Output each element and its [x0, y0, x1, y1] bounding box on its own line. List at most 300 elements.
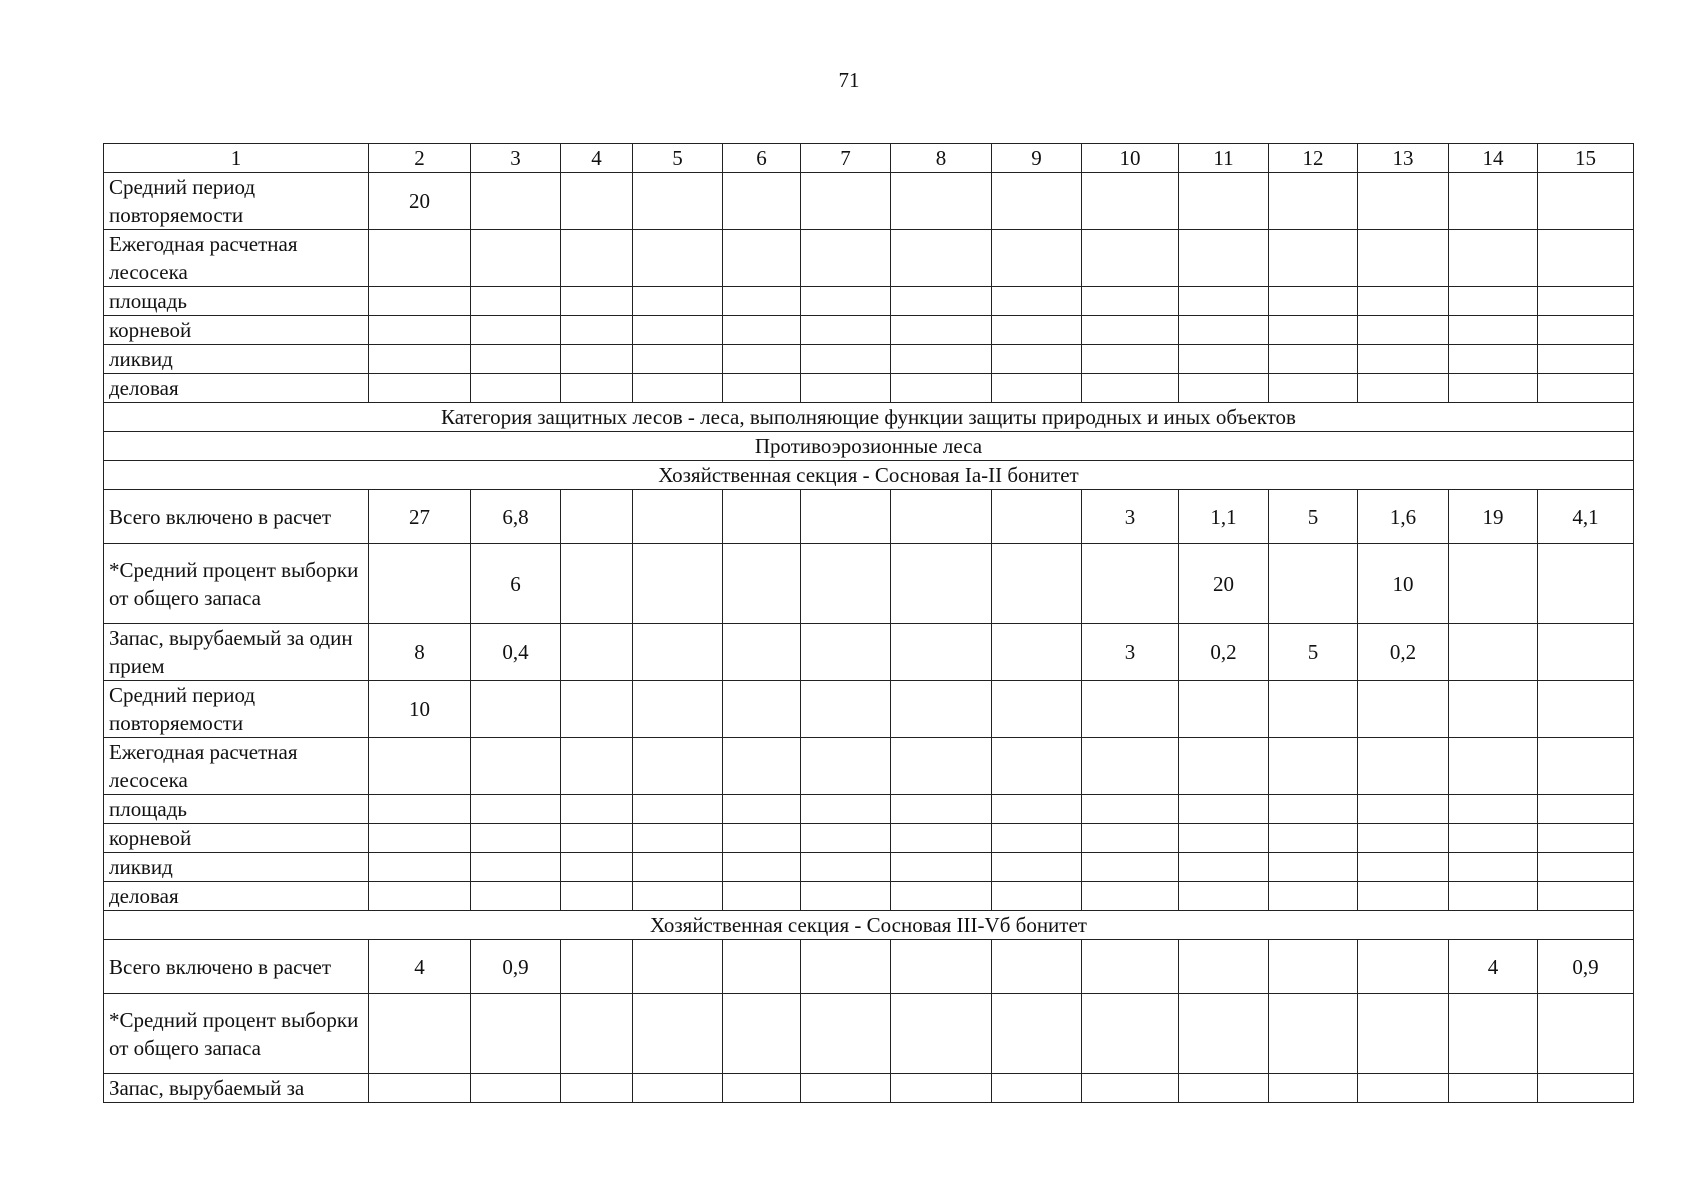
table-cell: [1179, 374, 1269, 403]
table-cell: [801, 374, 891, 403]
table-cell: [1538, 853, 1634, 882]
table-cell: [1179, 994, 1269, 1074]
row-label: Запас, вырубаемый за: [104, 1074, 369, 1103]
table-row: [104, 230, 1634, 287]
table-cell: [1179, 940, 1269, 994]
table-cell: [801, 287, 891, 316]
table-cell: 19: [1449, 490, 1538, 544]
table-row: [104, 544, 1634, 624]
table-cell: [1358, 316, 1449, 345]
table-cell: [471, 994, 561, 1074]
table-cell: [1538, 824, 1634, 853]
table-cell: [1269, 994, 1358, 1074]
table-cell: [1538, 316, 1634, 345]
table-cell: 20: [1179, 544, 1269, 624]
table-cell: [891, 853, 992, 882]
table-cell: [723, 490, 801, 544]
table-cell: [1269, 824, 1358, 853]
table-cell: [561, 287, 633, 316]
table-cell: [369, 795, 471, 824]
table-cell: [1179, 795, 1269, 824]
table-cell: [801, 624, 891, 681]
row-label: ликвид: [104, 345, 369, 374]
table-cell: [1082, 230, 1179, 287]
column-header: 7: [801, 144, 891, 173]
table-row: [104, 940, 1634, 994]
table-cell: [561, 173, 633, 230]
table-cell: [1358, 853, 1449, 882]
table-cell: [1358, 1074, 1449, 1103]
table-cell: [1179, 316, 1269, 345]
section-title: Противоэрозионные леса: [104, 432, 1634, 461]
table-cell: [1538, 374, 1634, 403]
table-cell: [369, 374, 471, 403]
table-cell: [992, 374, 1082, 403]
table-cell: [1082, 173, 1179, 230]
table-cell: [633, 287, 723, 316]
table-cell: [992, 681, 1082, 738]
table-cell: [1449, 824, 1538, 853]
table-cell: [801, 490, 891, 544]
table-cell: 27: [369, 490, 471, 544]
table-cell: [369, 738, 471, 795]
table-row: [104, 994, 1634, 1074]
table-cell: [471, 287, 561, 316]
table-cell: [1269, 316, 1358, 345]
table-cell: [723, 287, 801, 316]
table-cell: [633, 316, 723, 345]
table-cell: [1449, 1074, 1538, 1103]
table-cell: [1449, 287, 1538, 316]
table-cell: [1269, 345, 1358, 374]
table-cell: [633, 994, 723, 1074]
table-cell: 8: [369, 624, 471, 681]
table-cell: [801, 1074, 891, 1103]
section-title: Категория защитных лесов - леса, выполняющие функции защиты природных и иных объектов: [104, 403, 1634, 432]
column-header: 15: [1538, 144, 1634, 173]
table-cell: [561, 345, 633, 374]
table-cell: [369, 882, 471, 911]
table-row: [104, 316, 1634, 345]
section-row: [104, 403, 1634, 432]
table-cell: [1082, 1074, 1179, 1103]
table-cell: [723, 940, 801, 994]
table-cell: [633, 940, 723, 994]
table-cell: [1179, 681, 1269, 738]
table-row: [104, 1074, 1634, 1103]
table-cell: [561, 824, 633, 853]
table-cell: [723, 853, 801, 882]
table-cell: [1538, 544, 1634, 624]
table-row: [104, 853, 1634, 882]
column-header: 11: [1179, 144, 1269, 173]
table-cell: [1269, 544, 1358, 624]
table-cell: [1358, 173, 1449, 230]
table-row: [104, 795, 1634, 824]
row-label: корневой: [104, 824, 369, 853]
table-cell: [1449, 316, 1538, 345]
table-cell: [471, 173, 561, 230]
table-cell: [1082, 994, 1179, 1074]
table-cell: [633, 681, 723, 738]
table-cell: [723, 994, 801, 1074]
table-cell: [992, 230, 1082, 287]
table-cell: [1179, 230, 1269, 287]
table-cell: [1358, 230, 1449, 287]
table-cell: [471, 316, 561, 345]
table-cell: [891, 994, 992, 1074]
table-cell: [1358, 374, 1449, 403]
table-cell: [992, 853, 1082, 882]
page-number: 71: [838, 68, 860, 92]
table-cell: [723, 795, 801, 824]
table-cell: [1449, 994, 1538, 1074]
table-cell: [369, 544, 471, 624]
table-cell: 0,2: [1358, 624, 1449, 681]
column-header: 4: [561, 144, 633, 173]
table-cell: [1179, 882, 1269, 911]
table-cell: [891, 738, 992, 795]
row-label: Всего включено в расчет: [104, 490, 369, 544]
row-label: деловая: [104, 374, 369, 403]
table-cell: [723, 681, 801, 738]
row-label: *Средний процент выборки от общего запаса: [104, 544, 369, 624]
table-cell: [992, 490, 1082, 544]
row-label: Средний период повторяемости: [104, 681, 369, 738]
table-cell: 0,4: [471, 624, 561, 681]
table-cell: [723, 345, 801, 374]
table-cell: [561, 994, 633, 1074]
column-header: 9: [992, 144, 1082, 173]
table-cell: [801, 795, 891, 824]
table-cell: [369, 287, 471, 316]
table-cell: [1538, 681, 1634, 738]
table-cell: [1538, 345, 1634, 374]
table-cell: [1269, 738, 1358, 795]
table-cell: [1269, 882, 1358, 911]
row-label: площадь: [104, 795, 369, 824]
table-row: [104, 490, 1634, 544]
table-cell: 6: [471, 544, 561, 624]
table-cell: [992, 624, 1082, 681]
table-cell: [561, 624, 633, 681]
table-cell: [891, 1074, 992, 1103]
table-cell: [561, 940, 633, 994]
table-cell: [1358, 824, 1449, 853]
table-cell: [1082, 374, 1179, 403]
table-cell: [723, 544, 801, 624]
table-cell: [723, 173, 801, 230]
table-cell: [471, 681, 561, 738]
table-cell: [1538, 624, 1634, 681]
table-cell: [723, 230, 801, 287]
table-cell: [1449, 738, 1538, 795]
forest-table: [103, 143, 1634, 1103]
table-cell: [1179, 824, 1269, 853]
table-cell: [891, 316, 992, 345]
table-cell: [1358, 940, 1449, 994]
table-cell: [723, 374, 801, 403]
table-cell: [1538, 173, 1634, 230]
column-header: 12: [1269, 144, 1358, 173]
table-cell: [992, 882, 1082, 911]
table-cell: [1082, 345, 1179, 374]
row-label: Средний период повторяемости: [104, 173, 369, 230]
table-cell: 10: [1358, 544, 1449, 624]
row-label: ликвид: [104, 853, 369, 882]
column-header: 14: [1449, 144, 1538, 173]
table-cell: [1269, 940, 1358, 994]
table-cell: [891, 940, 992, 994]
row-label: деловая: [104, 882, 369, 911]
table-cell: 1,1: [1179, 490, 1269, 544]
table-cell: [633, 544, 723, 624]
table-cell: [891, 795, 992, 824]
row-label: Ежегодная расчетная лесосека: [104, 230, 369, 287]
row-label: площадь: [104, 287, 369, 316]
table-cell: [1179, 1074, 1269, 1103]
section-row: [104, 911, 1634, 940]
table-cell: [1358, 287, 1449, 316]
table-cell: [891, 345, 992, 374]
table-cell: 5: [1269, 624, 1358, 681]
table-cell: [561, 316, 633, 345]
column-header: 8: [891, 144, 992, 173]
table-cell: [801, 853, 891, 882]
column-header: 13: [1358, 144, 1449, 173]
table-cell: [992, 1074, 1082, 1103]
table-cell: [891, 624, 992, 681]
table-cell: 10: [369, 681, 471, 738]
table-cell: [992, 795, 1082, 824]
table-cell: [891, 544, 992, 624]
table-cell: [633, 738, 723, 795]
column-header: 5: [633, 144, 723, 173]
table-cell: [891, 824, 992, 853]
table-cell: [801, 940, 891, 994]
table-cell: [992, 940, 1082, 994]
table-cell: [633, 173, 723, 230]
table-cell: [633, 824, 723, 853]
table-cell: [1449, 882, 1538, 911]
table-cell: [723, 882, 801, 911]
table-cell: [801, 681, 891, 738]
table-cell: [801, 316, 891, 345]
table-row: [104, 738, 1634, 795]
table-cell: [1358, 681, 1449, 738]
table-cell: [561, 544, 633, 624]
table-cell: [1449, 345, 1538, 374]
table-cell: [1269, 681, 1358, 738]
table-cell: [801, 345, 891, 374]
table-cell: [561, 738, 633, 795]
table-cell: [369, 994, 471, 1074]
section-row: [104, 461, 1634, 490]
table-cell: [891, 287, 992, 316]
table-row: [104, 882, 1634, 911]
table-cell: [1449, 853, 1538, 882]
table-cell: [561, 795, 633, 824]
table-cell: [1269, 374, 1358, 403]
table-cell: [992, 345, 1082, 374]
column-header: 10: [1082, 144, 1179, 173]
table-cell: [1082, 824, 1179, 853]
table-row: [104, 287, 1634, 316]
table-cell: [1358, 738, 1449, 795]
header-row: [104, 144, 1634, 173]
table-cell: [1082, 738, 1179, 795]
table-cell: [561, 853, 633, 882]
table-cell: [801, 173, 891, 230]
row-label: Запас, вырубаемый за один прием: [104, 624, 369, 681]
table-cell: [561, 1074, 633, 1103]
table-cell: [471, 1074, 561, 1103]
table-cell: [891, 374, 992, 403]
table-cell: [1449, 795, 1538, 824]
table-cell: [801, 824, 891, 853]
table-cell: [1538, 994, 1634, 1074]
table-cell: [369, 1074, 471, 1103]
table-row: [104, 681, 1634, 738]
table-cell: [1269, 1074, 1358, 1103]
column-header: 1: [104, 144, 369, 173]
table-cell: [369, 345, 471, 374]
table-cell: [992, 824, 1082, 853]
table-cell: [1179, 173, 1269, 230]
table-cell: [1449, 681, 1538, 738]
table-cell: [992, 173, 1082, 230]
table-cell: [561, 882, 633, 911]
table-cell: [801, 544, 891, 624]
table-cell: [801, 738, 891, 795]
table-cell: [561, 681, 633, 738]
column-header: 6: [723, 144, 801, 173]
table-cell: [723, 316, 801, 345]
table-cell: [1449, 230, 1538, 287]
row-label: Всего включено в расчет: [104, 940, 369, 994]
table-cell: [471, 882, 561, 911]
table-cell: 0,9: [471, 940, 561, 994]
table-cell: [1358, 795, 1449, 824]
table-cell: [633, 795, 723, 824]
table-cell: [1269, 230, 1358, 287]
row-label: корневой: [104, 316, 369, 345]
table-cell: 1,6: [1358, 490, 1449, 544]
table-cell: [1179, 853, 1269, 882]
table-cell: [723, 624, 801, 681]
table-cell: [1358, 345, 1449, 374]
table-cell: [992, 994, 1082, 1074]
table-cell: [1269, 795, 1358, 824]
table-cell: [992, 544, 1082, 624]
table-cell: [891, 882, 992, 911]
table-cell: [471, 345, 561, 374]
table-cell: [633, 882, 723, 911]
table-cell: [1269, 173, 1358, 230]
table-cell: [1082, 795, 1179, 824]
table-cell: 4: [1449, 940, 1538, 994]
table-cell: [891, 173, 992, 230]
table-cell: [471, 795, 561, 824]
table-cell: [1179, 287, 1269, 316]
table-cell: [1082, 853, 1179, 882]
table-cell: [561, 230, 633, 287]
table-cell: [1179, 345, 1269, 374]
table-row: [104, 173, 1634, 230]
table-cell: [1269, 287, 1358, 316]
table-cell: [1082, 287, 1179, 316]
table-cell: [369, 853, 471, 882]
table-cell: [1179, 738, 1269, 795]
table-cell: [1358, 882, 1449, 911]
table-cell: 0,9: [1538, 940, 1634, 994]
table-cell: [561, 374, 633, 403]
table-cell: [471, 230, 561, 287]
table-cell: [471, 738, 561, 795]
table-cell: 3: [1082, 624, 1179, 681]
table-cell: [633, 374, 723, 403]
table-cell: [1082, 544, 1179, 624]
table-cell: 5: [1269, 490, 1358, 544]
table-cell: [369, 230, 471, 287]
row-label: Ежегодная расчетная лесосека: [104, 738, 369, 795]
table-cell: [723, 1074, 801, 1103]
section-title: Хозяйственная секция - Сосновая Iа-II бонитет: [104, 461, 1634, 490]
table-cell: [801, 230, 891, 287]
table-row: [104, 624, 1634, 681]
table-cell: [1082, 940, 1179, 994]
table-cell: [471, 853, 561, 882]
table-cell: [633, 853, 723, 882]
table-cell: [1082, 882, 1179, 911]
table-cell: 4,1: [1538, 490, 1634, 544]
table-cell: 20: [369, 173, 471, 230]
table-cell: [633, 1074, 723, 1103]
table-cell: [891, 230, 992, 287]
table-cell: [1358, 994, 1449, 1074]
table-cell: [723, 738, 801, 795]
table-row: [104, 824, 1634, 853]
table-row: [104, 374, 1634, 403]
table-cell: [369, 316, 471, 345]
table-cell: [992, 287, 1082, 316]
column-header: 3: [471, 144, 561, 173]
table-cell: [1449, 544, 1538, 624]
table-row: [104, 345, 1634, 374]
table-cell: [801, 994, 891, 1074]
table-cell: [1449, 624, 1538, 681]
table-cell: [992, 316, 1082, 345]
table-cell: [633, 624, 723, 681]
table-cell: [723, 824, 801, 853]
table-cell: [369, 824, 471, 853]
column-header: 2: [369, 144, 471, 173]
table-cell: [1082, 316, 1179, 345]
table-cell: [633, 490, 723, 544]
table-cell: [891, 681, 992, 738]
table-cell: [633, 345, 723, 374]
table-cell: [1538, 738, 1634, 795]
table-cell: [633, 230, 723, 287]
section-row: [104, 432, 1634, 461]
table-cell: [1538, 230, 1634, 287]
section-title: Хозяйственная секция - Сосновая III-Vб бонитет: [104, 911, 1634, 940]
table-cell: [1082, 681, 1179, 738]
table-cell: [1538, 287, 1634, 316]
table-cell: [992, 738, 1082, 795]
table-cell: [1449, 374, 1538, 403]
table-cell: 4: [369, 940, 471, 994]
